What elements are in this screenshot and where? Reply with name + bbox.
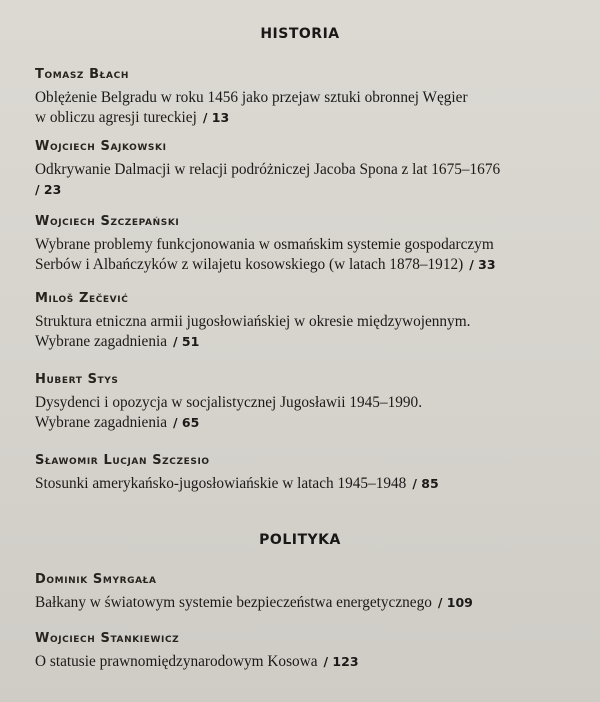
entry-title-line: Wybrane problemy funkcjonowania w osmańskim systemie gospodarczym xyxy=(35,236,494,253)
entry-title xyxy=(35,235,575,275)
entry-author: Miloš Zečević xyxy=(35,291,129,306)
entry-title-line xyxy=(35,413,575,433)
toc-entry xyxy=(35,138,575,200)
entry-title xyxy=(35,88,575,128)
entry-page-number: / 65 xyxy=(173,415,200,430)
entry-title-line: Odkrywanie Dalmacji w relacji podróżniczej Jacoba Spona z lat 1675–1676 xyxy=(35,161,501,178)
section-heading-polityka: POLITYKA xyxy=(259,532,341,548)
entry-title-line xyxy=(35,474,575,494)
toc-entry xyxy=(35,290,575,352)
entry-title-line xyxy=(35,108,575,128)
entry-page-number: / 13 xyxy=(202,110,230,125)
entry-title-line: Struktura etniczna armii jugosłowiańskiej w okresie międzywojennym. xyxy=(35,313,471,330)
entry-author: Sławomir Lucjan Szczesio xyxy=(35,453,210,468)
toc-entry xyxy=(35,66,575,128)
entry-author: Wojciech Szczepański xyxy=(35,214,180,229)
entry-title-text: Wybrane zagadnienia xyxy=(35,333,168,350)
toc-entry xyxy=(35,630,575,672)
entry-author: Wojciech Sajkowski xyxy=(35,139,167,154)
entry-title-text: w obliczu agresji tureckiej xyxy=(35,109,197,126)
entry-title-text: Stosunki amerykańsko-jugosłowiańskie w latach 1945–1948 xyxy=(35,475,407,492)
entry-page-number: / 23 xyxy=(35,182,62,197)
entry-title-line xyxy=(35,332,575,352)
toc-entry xyxy=(35,371,575,433)
section-heading-historia: HISTORIA xyxy=(260,26,340,42)
entry-page-number: / 123 xyxy=(323,654,359,669)
entry-author: Hubert Stys xyxy=(35,372,119,387)
entry-author: Dominik Smyrgała xyxy=(35,572,157,587)
entry-title-text: Serbów i Albańczyków z wilajetu kosowskiego (w latach 1878–1912) xyxy=(35,256,464,273)
entry-page-number: / 109 xyxy=(437,595,473,610)
entry-title-text: O statusie prawnomiędzynarodowym Kosowa xyxy=(35,653,318,670)
entry-title xyxy=(35,312,575,352)
entry-title xyxy=(35,652,575,672)
entry-title-line xyxy=(35,652,575,672)
toc-entry xyxy=(35,571,575,613)
entry-title-line xyxy=(35,255,575,275)
entry-title-text: Bałkany w światowym systemie bezpieczeństwa energetycznego xyxy=(35,594,432,611)
entry-title xyxy=(35,160,575,200)
entry-title-line xyxy=(35,180,575,200)
toc-entry xyxy=(35,213,575,275)
entry-title-line xyxy=(35,593,575,613)
entry-author: Wojciech Stankiewicz xyxy=(35,631,180,646)
entry-title xyxy=(35,474,575,494)
entry-author: Tomasz Błach xyxy=(35,67,129,82)
entry-title xyxy=(35,393,575,433)
entry-page-number: / 85 xyxy=(412,476,439,491)
entry-title-line: Dysydenci i opozycja w socjalistycznej Jugosławii 1945–1990. xyxy=(35,394,423,411)
entry-title-text: Wybrane zagadnienia xyxy=(35,414,168,431)
entry-title xyxy=(35,593,575,613)
toc-entry xyxy=(35,452,575,494)
entry-page-number: / 51 xyxy=(173,334,200,349)
entry-page-number: / 33 xyxy=(469,257,496,272)
entry-title-line: Oblężenie Belgradu w roku 1456 jako przejaw sztuki obronnej Węgier xyxy=(35,89,468,106)
